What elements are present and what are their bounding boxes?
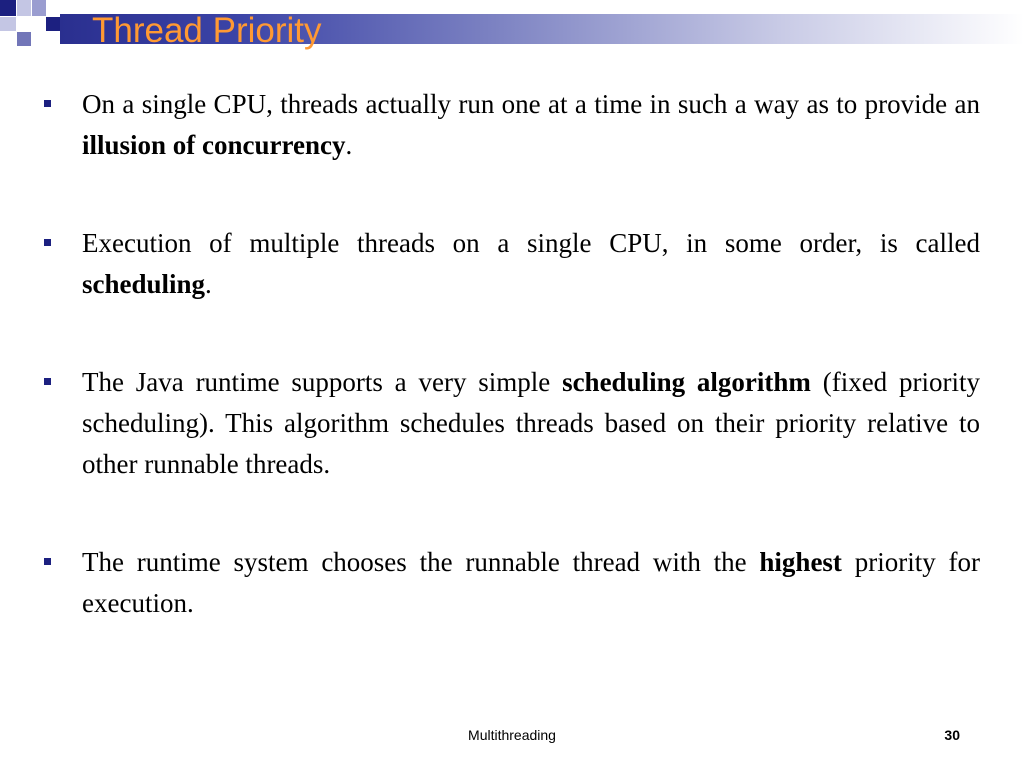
square-bullet-icon xyxy=(44,378,51,385)
decor-square xyxy=(17,32,31,46)
bullet-emphasis: highest xyxy=(759,547,842,577)
square-bullet-icon xyxy=(44,558,51,565)
decor-square xyxy=(60,0,78,14)
bullet-text: The runtime system chooses the runnable thread with the xyxy=(82,547,760,577)
decor-square xyxy=(32,0,46,16)
bullet-text: On a single CPU, threads actually run one at a time in such a way as to provide an xyxy=(82,89,980,119)
footer-title: Multithreading xyxy=(468,727,556,743)
square-bullet-icon xyxy=(44,100,51,107)
bullet-text: Execution of multiple threads on a single CPU, in some order, is called xyxy=(82,228,980,258)
bullet-text: (fixed priority scheduling). This algorithm schedules threads based on their priority relative to other runnable threads. xyxy=(82,367,980,479)
bullet-item xyxy=(40,223,980,305)
decor-square xyxy=(46,17,60,31)
bullet-text: . xyxy=(345,130,353,160)
bullet-emphasis: scheduling xyxy=(82,269,206,299)
bullet-list xyxy=(40,84,980,681)
bullet-emphasis: illusion of concurrency xyxy=(82,130,346,160)
square-bullet-icon xyxy=(44,239,51,246)
decor-square xyxy=(17,0,31,16)
slide-title: Thread Priority xyxy=(92,11,322,50)
bullet-item xyxy=(40,542,980,624)
bullet-text: The Java runtime supports a very simple xyxy=(82,367,563,397)
bullet-item xyxy=(40,362,980,485)
decor-square xyxy=(0,0,16,16)
bullet-emphasis: scheduling algorithm xyxy=(562,367,811,397)
bullet-item xyxy=(40,84,980,166)
bullet-text: . xyxy=(205,269,212,299)
page-number: 30 xyxy=(944,727,960,743)
bullet-text: priority for execution. xyxy=(82,547,980,618)
decor-square xyxy=(0,17,16,31)
